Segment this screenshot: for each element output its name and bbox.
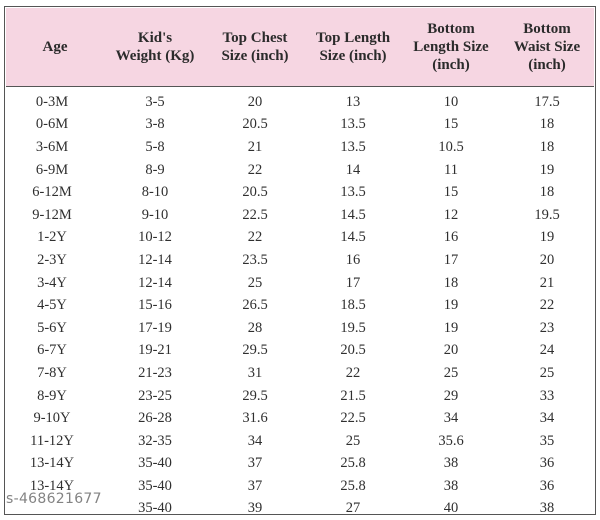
table-cell: 6-12M: [32, 184, 72, 201]
table-cell: 0-6M: [35, 116, 69, 133]
table-cell: 16: [345, 251, 361, 268]
table-cell: 3-8: [145, 116, 165, 133]
table-row: [6, 204, 594, 227]
table-cell: 35-40: [138, 500, 172, 517]
table-cell: 37: [247, 455, 263, 472]
table-cell: 22: [539, 297, 555, 314]
table-cell: 22.5: [340, 410, 366, 427]
table-cell: 6-7Y: [37, 342, 67, 359]
table-cell: 13: [345, 93, 361, 110]
table-cell: 34: [539, 410, 555, 427]
table-row: [6, 340, 594, 363]
table-row: [6, 385, 594, 408]
table-cell: 20: [247, 93, 263, 110]
table-cell: 13.5: [340, 116, 366, 133]
table-cell: 25: [345, 432, 361, 449]
column-header: Age: [42, 39, 68, 55]
table-cell: 16: [443, 229, 459, 246]
table-cell: 10-12: [138, 229, 172, 246]
table-cell: 6-9M: [35, 161, 69, 178]
table-cell: 9-12M: [32, 206, 72, 223]
column-header: Bottom Length Size (inch): [413, 21, 489, 73]
table-cell: 35-40: [138, 477, 172, 494]
table-cell: 14.5: [340, 229, 366, 246]
table-cell: 37: [247, 477, 263, 494]
table-row: [6, 272, 594, 295]
table-cell: 8-9Y: [37, 387, 67, 404]
table-cell: 18: [539, 138, 555, 155]
table-row: [6, 249, 594, 272]
table-cell: 5-6Y: [37, 319, 67, 336]
table-cell: 25.8: [340, 455, 366, 472]
table-cell: 25: [247, 274, 263, 291]
table-cell: 18: [539, 184, 555, 201]
table-cell: 3-4Y: [37, 274, 67, 291]
table-header: [6, 8, 594, 87]
table-row: [6, 181, 594, 204]
table-cell: 34: [443, 410, 459, 427]
table-cell: 13-14Y: [29, 477, 75, 494]
table-cell: 22: [345, 364, 361, 381]
table-cell: 21.5: [340, 387, 366, 404]
table-cell: 23: [539, 319, 555, 336]
table-cell: 7-8Y: [37, 364, 67, 381]
table-cell: 11: [444, 161, 458, 178]
table-cell: 23-25: [138, 387, 172, 404]
table-row: [6, 114, 594, 137]
table-cell: 9-10Y: [33, 410, 71, 427]
table-cell: 8-10: [141, 184, 169, 201]
table-row: [6, 91, 594, 114]
column-header: Top Length Size (inch): [315, 30, 391, 64]
table-row: [6, 407, 594, 430]
table-cell: 13-14Y: [29, 455, 75, 472]
table-cell: 20: [539, 251, 555, 268]
table-cell: 25: [539, 364, 555, 381]
table-row: [6, 136, 594, 159]
table-cell: 3-6M: [35, 138, 69, 155]
table-cell: 3-5: [145, 93, 165, 110]
table-cell: 31: [247, 364, 263, 381]
column-header: Kid's Weight (Kg): [115, 30, 195, 64]
table-cell: 22: [247, 161, 263, 178]
table-cell: 14.5: [340, 206, 366, 223]
table-cell: 35-40: [138, 455, 172, 472]
table-cell: 18.5: [340, 297, 366, 314]
table-cell: 12-14: [138, 251, 172, 268]
table-cell: 17-19: [138, 319, 172, 336]
table-cell: 18: [443, 274, 459, 291]
table-cell: 38: [443, 477, 459, 494]
table-cell: 2-3Y: [37, 251, 67, 268]
table-cell: 15: [443, 184, 459, 201]
size-chart-table: [4, 6, 596, 515]
table-cell: 12: [443, 206, 459, 223]
table-cell: 35.6: [438, 432, 464, 449]
table-cell: 40: [443, 500, 459, 517]
table-cell: 39: [247, 500, 263, 517]
table-cell: 35: [539, 432, 555, 449]
table-cell: 17: [345, 274, 361, 291]
table-cell: 19-21: [138, 342, 172, 359]
table-cell: 19.5: [340, 319, 366, 336]
table-cell: 8-9: [145, 161, 165, 178]
table-cell: 13.5: [340, 138, 366, 155]
table-cell: 10: [443, 93, 459, 110]
table-cell: 19: [443, 297, 459, 314]
table-cell: 26.5: [242, 297, 268, 314]
table-cell: 22.5: [242, 206, 268, 223]
table-cell: 24: [539, 342, 555, 359]
table-cell: 27: [345, 500, 361, 517]
table-cell: 38: [443, 455, 459, 472]
table-cell: 20.5: [242, 184, 268, 201]
table-row: [6, 317, 594, 340]
table-body: [6, 91, 594, 520]
table-cell: 19.5: [534, 206, 560, 223]
table-cell: 19: [443, 319, 459, 336]
table-row: [6, 430, 594, 453]
table-cell: 21-23: [138, 364, 172, 381]
table-cell: 29.5: [242, 387, 268, 404]
table-row: [6, 159, 594, 182]
watermark: s-468621677: [6, 491, 102, 507]
table-cell: 19: [539, 229, 555, 246]
table-cell: 15-16: [138, 297, 172, 314]
table-cell: 20: [443, 342, 459, 359]
table-row: [6, 453, 594, 476]
table-cell: 14: [345, 161, 361, 178]
table-cell: 23.5: [242, 251, 268, 268]
table-cell: 17.5: [534, 93, 560, 110]
table-cell: 21: [539, 274, 555, 291]
table-cell: 31.6: [242, 410, 268, 427]
table-cell: 4-5Y: [37, 297, 67, 314]
table-cell: 19: [539, 161, 555, 178]
table-cell: 0-3M: [35, 93, 69, 110]
table-cell: 18: [539, 116, 555, 133]
table-cell: 33: [539, 387, 555, 404]
table-cell: 29.5: [242, 342, 268, 359]
table-cell: 1-2Y: [37, 229, 67, 246]
table-cell: 36: [539, 477, 555, 494]
column-header: Bottom Waist Size (inch): [513, 21, 581, 73]
table-cell: 29: [443, 387, 459, 404]
table-cell: 20.5: [242, 116, 268, 133]
table-cell: 10.5: [438, 138, 464, 155]
table-cell: 38: [539, 500, 555, 517]
table-cell: 32-35: [138, 432, 172, 449]
table-cell: 25: [443, 364, 459, 381]
table-cell: 36: [539, 455, 555, 472]
column-header: Top Chest Size (inch): [221, 30, 289, 64]
table-row: [6, 227, 594, 250]
table-cell: 15: [443, 116, 459, 133]
table-cell: 22: [247, 229, 263, 246]
table-cell: 5-8: [145, 138, 165, 155]
table-cell: 12-14: [138, 274, 172, 291]
table-cell: 11-12Y: [30, 432, 74, 449]
table-cell: 34: [247, 432, 263, 449]
table-cell: 20.5: [340, 342, 366, 359]
table-row: [6, 362, 594, 385]
table-cell: 17: [443, 251, 459, 268]
table-cell: 13.5: [340, 184, 366, 201]
table-cell: 9-10: [141, 206, 169, 223]
table-cell: 26-28: [138, 410, 172, 427]
table-cell: 25.8: [340, 477, 366, 494]
table-cell: 21: [247, 138, 263, 155]
table-row: [6, 294, 594, 317]
table-cell: 28: [247, 319, 263, 336]
